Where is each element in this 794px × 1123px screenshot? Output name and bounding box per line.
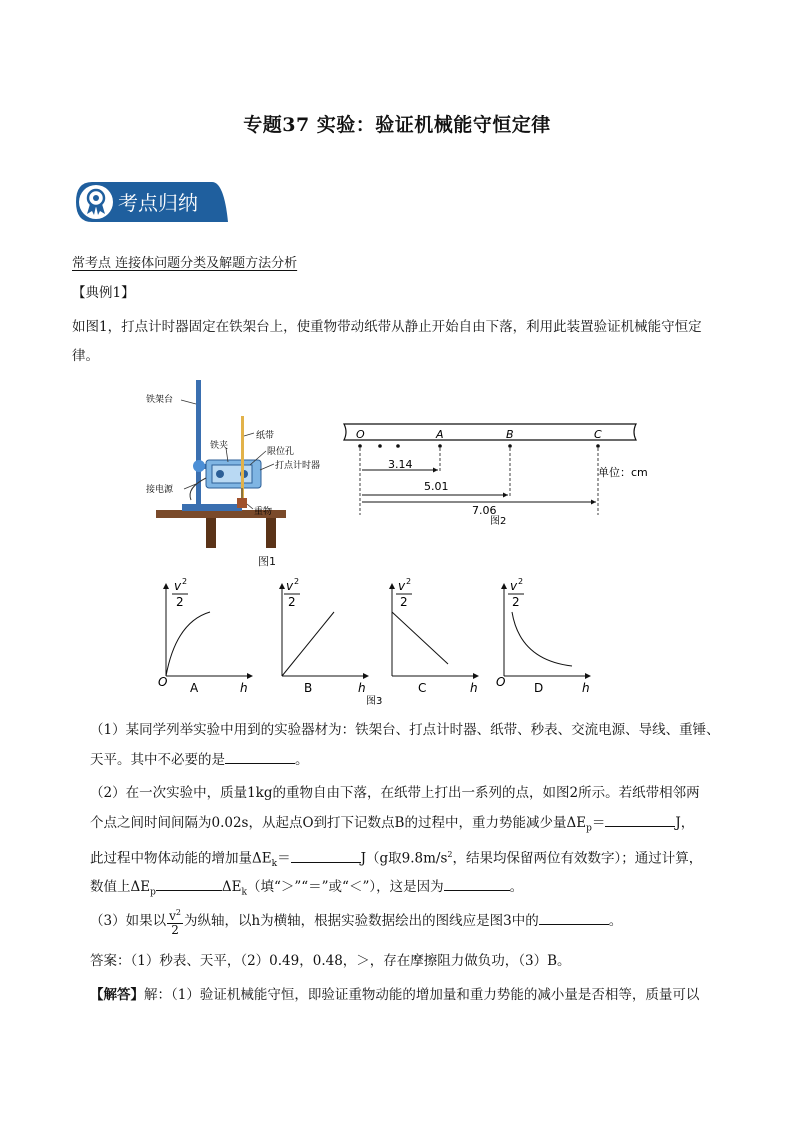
distance-oc: 7.06: [472, 504, 497, 517]
stand-rod: [196, 380, 201, 506]
q2-blank-reason[interactable]: [444, 876, 510, 891]
svg-text:2: 2: [288, 595, 296, 609]
q2-line-2: 个点之间时间间隔为0.02s，从起点O到打下记数点B的过程中，重力势能减少量$\Delta E_p= J$，: [90, 808, 694, 844]
topic-badge: [74, 180, 230, 224]
svg-text:C: C: [418, 681, 427, 695]
distance-ob: 5.01: [424, 480, 449, 493]
svg-text:2: 2: [518, 577, 524, 586]
q3-line: （3）如果以 $\frac{v^2}{2}$ 为纵轴，以h为横轴，根据实验数据绘出的图线应是图3中的 。: [90, 908, 623, 937]
q2-blank-ek[interactable]: [291, 848, 361, 863]
q2-line-3: 此过程中物体动能的增加量$\Delta E_k= J(g$取$9.8m/s^2$，结果均保留两位有效数字）；通过计算，: [90, 840, 702, 879]
svg-text:h: h: [240, 681, 248, 695]
svg-text:2: 2: [294, 577, 300, 586]
svg-text:2: 2: [406, 577, 412, 586]
svg-text:h: h: [582, 681, 590, 695]
label-limit-hole: 限位孔: [267, 447, 295, 457]
svg-text:v: v: [286, 579, 294, 593]
q2-blank-ep[interactable]: [605, 812, 675, 827]
label-weight: 重物: [254, 507, 273, 517]
figure-1-apparatus: [146, 378, 346, 574]
q1-line-1: （1）某同学列举实验中用到的实验器材为：铁架台、打点计时器、纸带、秒表、交流电源、导线、重锤、: [90, 722, 720, 738]
point-label-b: B: [506, 428, 514, 441]
q2-line-1: （2）在一次实验中，质量1kg的重物自由下落，在纸带上打出一系列的点，如图2所示。若纸带相邻两: [90, 785, 700, 801]
badge-label: 考点归纳: [118, 191, 198, 215]
page-title: 专题37 实验：验证机械能守恒定律: [243, 114, 551, 136]
example-label: 【典例1】: [72, 285, 135, 301]
figure-3-graphs: [152, 572, 602, 710]
figure-3-caption: 图3: [366, 696, 383, 707]
svg-text:2: 2: [182, 577, 188, 586]
solution-label: 【解答】: [90, 987, 144, 1003]
svg-text:O: O: [496, 675, 506, 689]
svg-text:v: v: [510, 579, 518, 593]
distance-oa: 3.14: [388, 458, 413, 471]
svg-text:h: h: [358, 681, 366, 695]
svg-text:A: A: [190, 681, 199, 695]
svg-text:2: 2: [400, 595, 408, 609]
figure-2-caption: 图2: [490, 516, 507, 527]
graph-c: [392, 577, 478, 695]
label-tape: 纸带: [256, 431, 275, 441]
intro-line-2: 律。: [72, 348, 99, 364]
svg-text:B: B: [304, 681, 313, 695]
answer-line: 答案：（1）秒表、天平，（2）0.49，0.48，＞，存在摩擦阻力做负功，（3）B。: [90, 953, 571, 969]
graph-b: [282, 577, 366, 695]
v-squared-over-2: $\frac{v^2}{2}$: [169, 908, 181, 937]
intro-line-1: 如图1，打点计时器固定在铁架台上，使重物带动纸带从静止开始自由下落，利用此装置验证机械能守恒定: [72, 319, 702, 335]
svg-text:D: D: [534, 681, 544, 695]
weight-block: [237, 498, 247, 508]
label-timer: 打点计时器: [275, 461, 321, 471]
svg-text:O: O: [158, 675, 168, 689]
point-label-o: O: [356, 428, 365, 441]
point-label-c: C: [594, 428, 602, 441]
q2-line-4: 数值上$\Delta E_p$ $\Delta E_k$（填“＞”“＝”或“＜”），这是因为 。: [90, 872, 523, 908]
q3-answer-blank[interactable]: [539, 910, 609, 925]
svg-text:2: 2: [176, 595, 184, 609]
q1-line-2: 天平。其中不必要的是 。: [90, 745, 309, 775]
section-heading: 常考点 连接体问题分类及解题方法分析: [72, 256, 298, 271]
svg-text:v: v: [398, 579, 406, 593]
figure-2-tape: [336, 420, 676, 530]
point-label-a: A: [436, 428, 444, 441]
q1-answer-blank[interactable]: [225, 749, 295, 764]
graph-a: [158, 577, 250, 695]
svg-text:2: 2: [512, 595, 520, 609]
svg-text:v: v: [174, 579, 182, 593]
unit-label: 单位：cm: [598, 466, 648, 479]
q2-blank-compare[interactable]: [156, 876, 222, 891]
solution-line: 【解答】解：（1）验证机械能守恒，即验证重物动能的增加量和重力势能的减小量是否相等，质量可以: [90, 987, 700, 1003]
figure-1-caption: 图1: [258, 555, 276, 568]
graph-d: [496, 577, 590, 695]
label-power: 接电源: [146, 485, 174, 495]
svg-text:h: h: [470, 681, 478, 695]
label-clamp: 铁夹: [210, 441, 229, 451]
label-stand: 铁架台: [146, 395, 174, 405]
